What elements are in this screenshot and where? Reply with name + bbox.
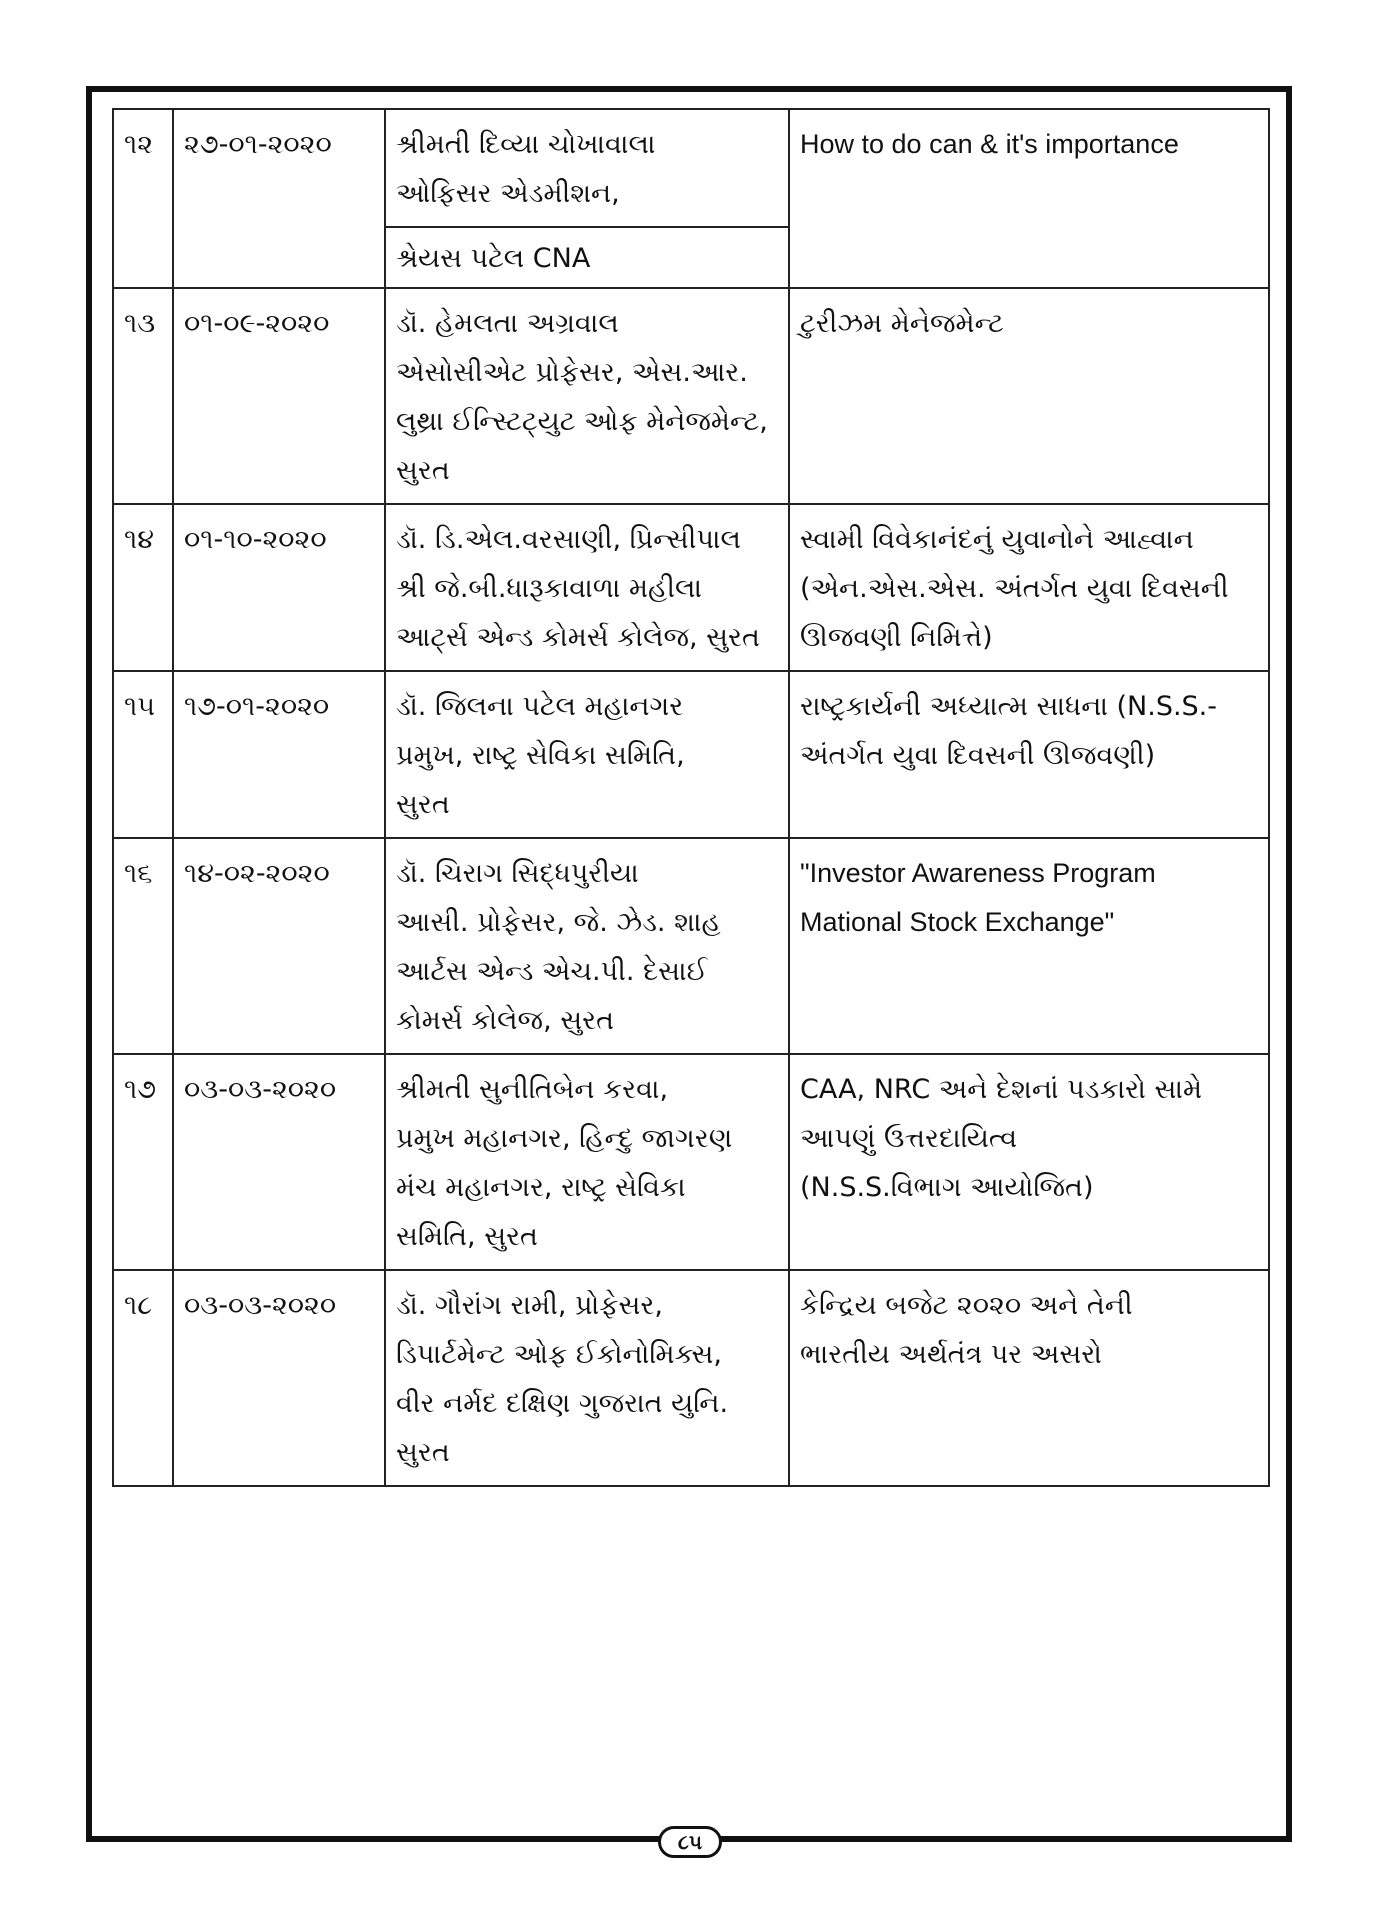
speaker-line: મંચ મહાનગર, રાષ્ટ્ર સેવિકા bbox=[396, 1172, 686, 1203]
topic-cell bbox=[789, 1270, 1269, 1486]
topic-cell bbox=[789, 504, 1269, 671]
row-number: ૧૭ bbox=[113, 1054, 173, 1270]
table-row bbox=[113, 1270, 1269, 1486]
speaker-line: પ્રમુખ મહાનગર, હિન્દુ જાગરણ bbox=[396, 1123, 733, 1154]
speaker-cell bbox=[385, 1270, 789, 1486]
speaker-cell bbox=[385, 1054, 789, 1270]
speaker-line: ડૉ. જિલના પટેલ મહાનગર bbox=[396, 691, 684, 722]
table-row bbox=[113, 671, 1269, 838]
speaker-line: લુથ્રા ઈન્સ્ટિટ્યુટ ઓફ મેનેજમેન્ટ, bbox=[396, 406, 768, 437]
topic-line: "Investor Awareness Program bbox=[800, 858, 1156, 888]
row-number: ૧૬ bbox=[113, 838, 173, 1054]
topic-cell bbox=[789, 671, 1269, 838]
speaker-line: ઓફિસર એડમીશન, bbox=[396, 178, 620, 209]
seminar-table bbox=[112, 108, 1270, 1487]
speaker-line: સુરત bbox=[396, 1437, 450, 1468]
topic-line: ભારતીય અર્થતંત્ર પર અસરો bbox=[800, 1339, 1102, 1370]
row-date: ૨૭-૦૧-૨૦૨૦ bbox=[173, 109, 385, 288]
topic-line: (N.S.S.વિભાગ આયોજિત) bbox=[800, 1172, 1094, 1203]
row-date: ૦૩-૦૩-૨૦૨૦ bbox=[173, 1270, 385, 1486]
table-row bbox=[113, 1054, 1269, 1270]
topic-cell bbox=[789, 838, 1269, 1054]
speaker-line: શ્રી જે.બી.ધારૂકાવાળા મહીલા bbox=[396, 573, 702, 604]
speaker-line: કોમર્સ કોલેજ, સુરત bbox=[396, 1005, 614, 1036]
row-number: ૧૫ bbox=[113, 671, 173, 838]
speaker-line: ડૉ. ચિરાગ સિદ્ધપુરીયા bbox=[396, 858, 639, 889]
topic-line: How to do can & it's importance bbox=[800, 129, 1179, 159]
table-row bbox=[113, 288, 1269, 504]
speaker-line: આર્ટ્સ એન્ડ કોમર્સ કોલેજ, સુરત bbox=[396, 622, 760, 653]
topic-line: Mational Stock Exchange" bbox=[800, 907, 1115, 937]
speaker-line: ડૉ. હેમલતા અગ્રવાલ bbox=[396, 308, 619, 339]
speaker-cell bbox=[385, 504, 789, 671]
speaker-line: ડૉ. ગૌરાંગ રામી, પ્રોફેસર, bbox=[396, 1290, 663, 1321]
speaker-line: વીર નર્મદ દક્ષિણ ગુજરાત યુનિ. bbox=[396, 1388, 729, 1419]
speaker-line: સમિતિ, સુરત bbox=[396, 1221, 538, 1252]
speaker-cell bbox=[385, 671, 789, 838]
row-number: ૧૪ bbox=[113, 504, 173, 671]
speaker-cell bbox=[385, 227, 789, 288]
speaker-line: ડૉ. ડિ.એલ.વરસાણી, પ્રિન્સીપાલ bbox=[396, 524, 741, 555]
topic-line: રાષ્ટ્રકાર્યની અધ્યાત્મ સાધના (N.S.S.- bbox=[800, 691, 1218, 722]
row-date: ૦૧-૦૯-૨૦૨૦ bbox=[173, 288, 385, 504]
speaker-line: આર્ટસ એન્ડ એચ.પી. દેસાઈ bbox=[396, 956, 708, 987]
topic-line: કેન્દ્રિય બજેટ ૨૦૨૦ અને તેની bbox=[800, 1290, 1133, 1321]
speaker-cell bbox=[385, 109, 789, 227]
speaker-line: ડિપાર્ટમેન્ટ ઓફ ઈકોનોમિક્સ, bbox=[396, 1339, 723, 1370]
topic-line: સ્વામી વિવેકાનંદનું યુવાનોને આહ્વાન bbox=[800, 524, 1194, 555]
speaker-line: શ્રીમતી સુનીતિબેન કરવા, bbox=[396, 1074, 669, 1105]
table-row bbox=[113, 504, 1269, 671]
speaker-line: સુરત bbox=[396, 455, 450, 486]
speaker-line: શ્રેયસ પટેલ CNA bbox=[396, 243, 591, 274]
topic-cell bbox=[789, 288, 1269, 504]
topic-line: ટુરીઝમ મેનેજમેન્ટ bbox=[800, 308, 1004, 339]
row-number: ૧૨ bbox=[113, 109, 173, 288]
row-number: ૧૮ bbox=[113, 1270, 173, 1486]
speaker-cell bbox=[385, 288, 789, 504]
speaker-line: પ્રમુખ, રાષ્ટ્ર સેવિકા સમિતિ, bbox=[396, 740, 685, 771]
row-date: ૧૪-૦૨-૨૦૨૦ bbox=[173, 838, 385, 1054]
table-row bbox=[113, 109, 1269, 227]
table-row bbox=[113, 838, 1269, 1054]
speaker-cell bbox=[385, 838, 789, 1054]
page-number: ૮૫ bbox=[658, 1826, 722, 1858]
topic-cell bbox=[789, 109, 1269, 288]
row-date: ૦૩-૦૩-૨૦૨૦ bbox=[173, 1054, 385, 1270]
speaker-line: સુરત bbox=[396, 789, 450, 820]
topic-line: આપણું ઉત્તરદાયિત્વ bbox=[800, 1123, 1018, 1154]
speaker-line: શ્રીમતી દિવ્યા ચોખાવાલા bbox=[396, 129, 656, 160]
speaker-line: આસી. પ્રોફેસર, જે. ઝેડ. શાહ bbox=[396, 907, 721, 938]
topic-line: અંતર્ગત યુવા દિવસની ઊજવણી) bbox=[800, 740, 1156, 771]
topic-line: ઊજવણી નિમિત્તે) bbox=[800, 622, 993, 653]
speaker-line: એસોસીએટ પ્રોફેસર, એસ.આર. bbox=[396, 357, 748, 388]
topic-line: (એન.એસ.એસ. અંતર્ગત યુવા દિવસની bbox=[800, 573, 1229, 604]
topic-cell bbox=[789, 1054, 1269, 1270]
row-number: ૧૩ bbox=[113, 288, 173, 504]
topic-line: CAA, NRC અને દેશનાં પડકારો સામે bbox=[800, 1074, 1203, 1105]
row-date: ૦૧-૧૦-૨૦૨૦ bbox=[173, 504, 385, 671]
row-date: ૧૭-૦૧-૨૦૨૦ bbox=[173, 671, 385, 838]
